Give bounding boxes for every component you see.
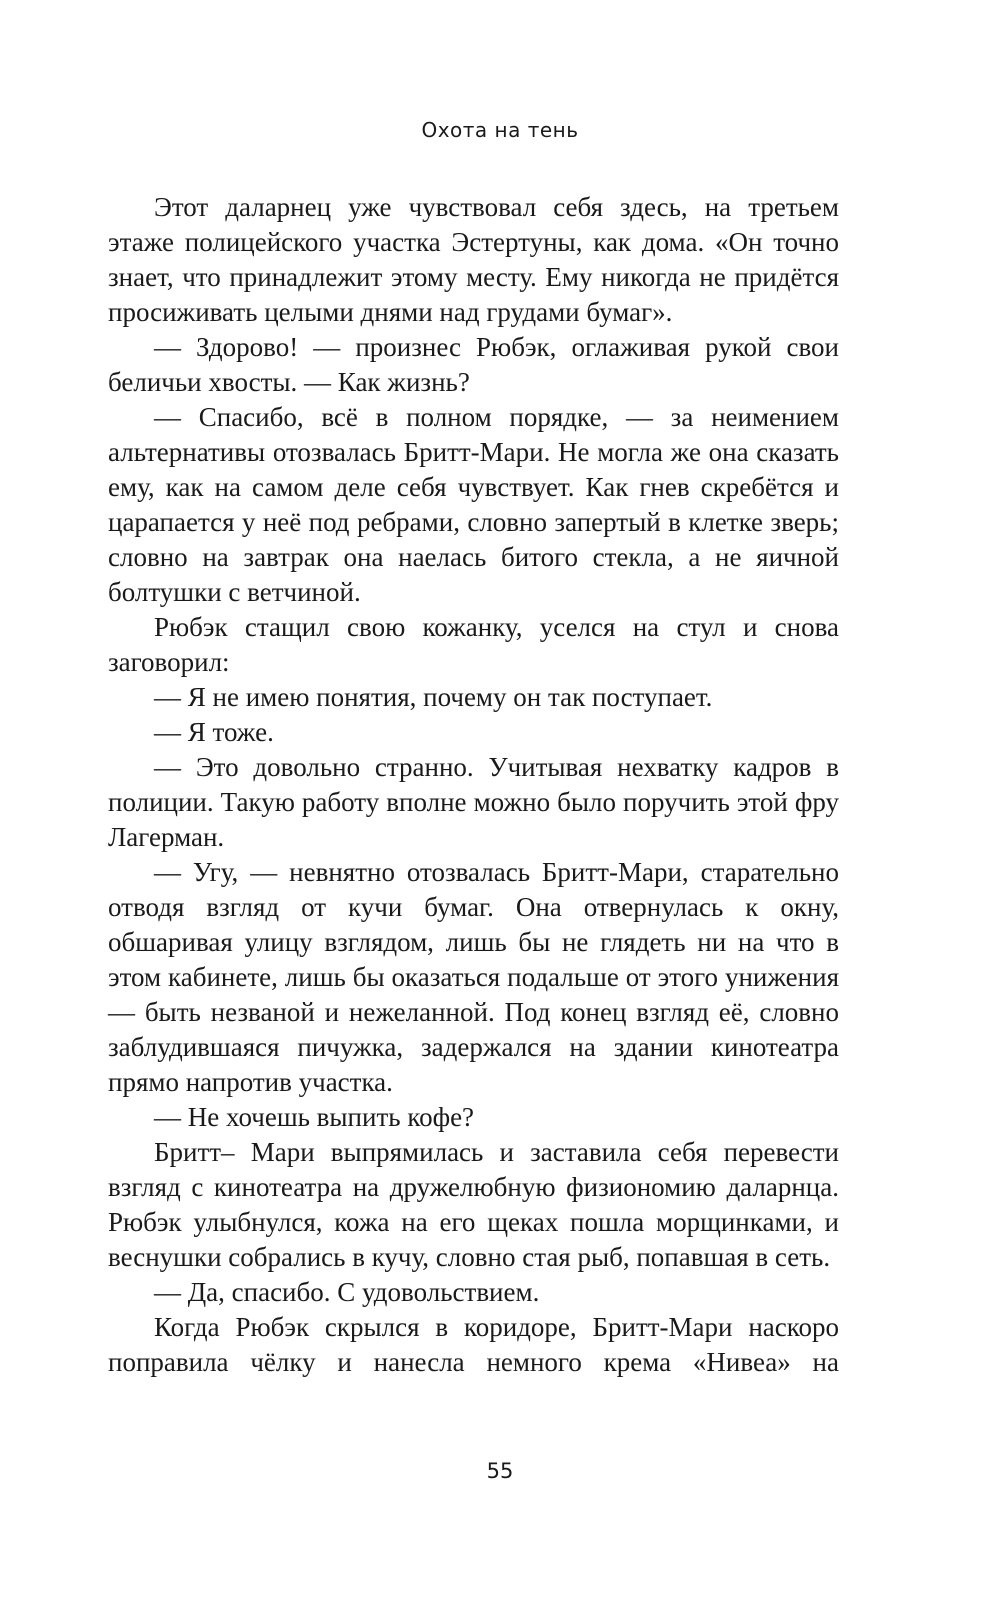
paragraph: — Не хочешь выпить кофе? [154,1102,475,1132]
running-head-title: Охота на тень [421,118,579,142]
paragraph: Бритт– Мари выпрямилась и заставила себя перевести взгляд с кинотеатра на дружелюбную физиономию даларнца. Рюбэк улыбнулся, кожа на его щеках пошла морщинками, и веснушки собрались в кучу, словно стая рыб, попавшая в сеть. [108,1137,839,1272]
paragraph: Рюбэк стащил свою кожанку, уселся на стул и снова заговорил: [108,612,839,677]
paragraph: — Да, спасибо. С удовольствием. [154,1277,540,1307]
paragraph: — Я тоже. [154,717,274,747]
paragraph: — Спасибо, всё в полном порядке, — за неимением альтернативы отозвалась Бритт-Мари. Не могла же она сказать ему, как на самом деле себя чувствует. Как гнев скребётся и царапается у неё под ребрами, словно запертый в клетке зверь; словно на завтрак она наелась битого стекла, а не яичной болтушки с ветчиной. [108,402,839,607]
paragraph: — Здорово! — произнес Рюбэк, оглаживая рукой свои беличьи хвосты. — Как жизнь? [108,332,839,397]
body-text [108,190,839,1380]
paragraph: Этот даларнец уже чувствовал себя здесь, на третьем этаже полицейского участка Эстертуны, как дома. «Он точно знает, что принадлежит этому месту. Ему никогда не придётся просиживать целыми днями над грудами бумаг». [108,192,839,327]
paragraph: — Я не имею понятия, почему он так поступает. [154,682,713,712]
paragraph: — Это довольно странно. Учитывая нехватку кадров в полиции. Такую работу вполне можно было поручить этой фру Лагерман. [108,752,839,852]
paragraph: — Угу, — невнятно отозвалась Бритт-Мари, старательно отводя взгляд от кучи бумаг. Она отвернулась к окну, обшаривая улицу взглядом, лишь бы не глядеть ни на что в этом кабинете, лишь бы оказаться подальше от этого унижения — быть незваной и нежеланной. Под конец взгляд её, словно заблудившаяся пичужка, задержался на здании кинотеатра прямо напротив участка. [108,857,839,1097]
paragraph: Когда Рюбэк скрылся в коридоре, Бритт-Мари наскоро поправила чёлку и нанесла немного крема «Нивеа» на [108,1312,839,1377]
page-number: 55 [486,1459,514,1483]
